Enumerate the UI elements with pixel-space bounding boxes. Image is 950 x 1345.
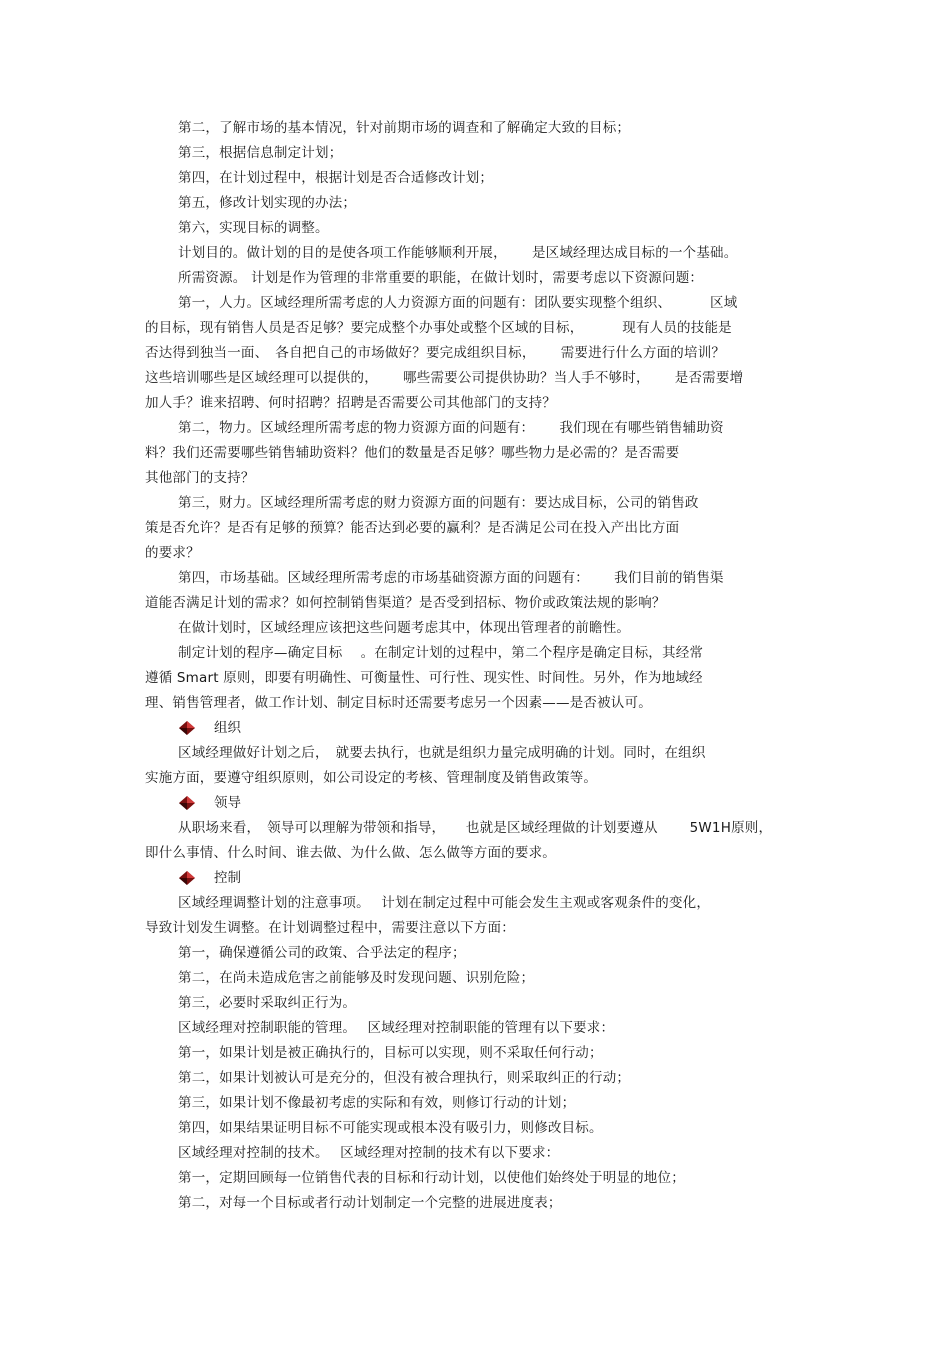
paragraph-line: 的目标，现有销售人员是否足够？要完成整个办事处或整个区域的目标， 现有人员的技能是 bbox=[145, 320, 732, 336]
paragraph-line: 这些培训哪些是区域经理可以提供的， 哪些需要公司提供协助？当人手不够时， 是否需要增 bbox=[145, 370, 744, 386]
paragraph-line: 第三，财力。区域经理所需考虑的财力资源方面的问题有：要达成目标，公司的销售政 bbox=[178, 495, 699, 511]
paragraph-line: 即什么事情、什么时间、谁去做、为什么做、怎么做等方面的要求。 bbox=[145, 845, 556, 861]
paragraph-line: 第六，实现目标的调整。 bbox=[178, 220, 329, 236]
paragraph-line: 第一，确保遵循公司的政策、合乎法定的程序； bbox=[178, 945, 466, 961]
paragraph-line: 的要求？ bbox=[145, 545, 200, 561]
paragraph-line: 导致计划发生调整。在计划调整过程中，需要注意以下方面： bbox=[145, 920, 515, 936]
paragraph-line: 第二，了解市场的基本情况，针对前期市场的调查和了解确定大致的目标； bbox=[178, 120, 631, 136]
paragraph-line: 区域经理做好计划之后， 就要去执行，也就是组织力量完成明确的计划。同时，在组织 bbox=[178, 745, 706, 761]
paragraph-line: 第三，必要时采取纠正行为。 bbox=[178, 995, 357, 1011]
paragraph-line: 实施方面，要遵守组织原则，如公司设定的考核、管理制度及销售政策等。 bbox=[145, 770, 598, 786]
paragraph-line: 第四，市场基础。区域经理所需考虑的市场基础资源方面的问题有： 我们目前的销售渠 bbox=[178, 570, 724, 586]
paragraph-line: 遵循 Smart 原则，即要有明确性、可衡量性、可行性、现实性、时间性。另外，作为地域经 bbox=[145, 670, 703, 686]
paragraph-line: 第一，定期回顾每一位销售代表的目标和行动计划，以使他们始终处于明显的地位； bbox=[178, 1170, 685, 1186]
paragraph-line: 第一，如果计划是被正确执行的，目标可以实现，则不采取任何行动； bbox=[178, 1045, 603, 1061]
paragraph-line: 从职场来看， 领导可以理解为带领和指导， 也就是区域经理做的计划要遵从 5W1H原则， bbox=[178, 820, 773, 836]
paragraph-line: 第二，对每一个目标或者行动计划制定一个完整的进展进度表； bbox=[178, 1195, 562, 1211]
paragraph-line: 在做计划时，区域经理应该把这些问题考虑其中，体现出管理者的前瞻性。 bbox=[178, 620, 631, 636]
paragraph-line: 否达得到独当一面、 各自把自己的市场做好？要完成组织目标， 需要进行什么方面的培训？ bbox=[145, 345, 726, 361]
paragraph-line: 区域经理对控制的技术。 区域经理对控制的技术有以下要求： bbox=[178, 1145, 560, 1161]
paragraph-line: 区域经理对控制职能的管理。 区域经理对控制职能的管理有以下要求： bbox=[178, 1020, 615, 1036]
paragraph-line: 区域经理调整计划的注意事项。 计划在制定过程中可能会发生主观或客观条件的变化， bbox=[178, 895, 711, 911]
paragraph-line: 料？我们还需要哪些销售辅助资料？他们的数量是否足够？哪些物力是必需的？是否需要 bbox=[145, 445, 680, 461]
paragraph-line: 加人手？谁来招聘、何时招聘？招聘是否需要公司其他部门的支持？ bbox=[145, 395, 556, 411]
paragraph-line: 制定计划的程序—确定目标 。在制定计划的过程中，第二个程序是确定目标，其经常 bbox=[178, 645, 704, 661]
paragraph-line: 第二，如果计划被认可是充分的，但没有被合理执行，则采取纠正的行动； bbox=[178, 1070, 631, 1086]
paragraph-line: 第五，修改计划实现的办法； bbox=[178, 195, 357, 211]
paragraph-line: 其他部门的支持？ bbox=[145, 470, 255, 486]
diamond-bullet-icon bbox=[178, 720, 196, 736]
paragraph-line: 第一，人力。区域经理所需考虑的人力资源方面的问题有：团队要实现整个组织、 区域 bbox=[178, 295, 738, 311]
diamond-bullet-icon bbox=[178, 870, 196, 886]
paragraph-line: 理、销售管理者，做工作计划、制定目标时还需要考虑另一个因素——是否被认可。 bbox=[145, 695, 652, 711]
paragraph-line: 第四，在计划过程中，根据计划是否合适修改计划； bbox=[178, 170, 494, 186]
paragraph-line: 策是否允许？是否有足够的预算？能否达到必要的赢利？是否满足公司在投入产出比方面 bbox=[145, 520, 680, 536]
section-title: 组织 bbox=[214, 720, 241, 736]
paragraph-line: 第二，在尚未造成危害之前能够及时发现问题、识别危险； bbox=[178, 970, 535, 986]
paragraph-line: 道能否满足计划的需求？如何控制销售渠道？是否受到招标、物价或政策法规的影响？ bbox=[145, 595, 666, 611]
paragraph-line: 第三，如果计划不像最初考虑的实际和有效，则修订行动的计划； bbox=[178, 1095, 576, 1111]
section-title: 控制 bbox=[214, 870, 241, 886]
paragraph-line: 第四，如果结果证明目标不可能实现或根本没有吸引力，则修改目标。 bbox=[178, 1120, 603, 1136]
paragraph-line: 所需资源。 计划是作为管理的非常重要的职能，在做计划时，需要考虑以下资源问题： bbox=[178, 270, 704, 286]
paragraph-line: 第三，根据信息制定计划； bbox=[178, 145, 343, 161]
paragraph-line: 计划目的。做计划的目的是使各项工作能够顺利开展， 是区域经理达成目标的一个基础。 bbox=[178, 245, 738, 261]
section-title: 领导 bbox=[214, 795, 241, 811]
diamond-bullet-icon bbox=[178, 795, 196, 811]
paragraph-line: 第二，物力。区域经理所需考虑的物力资源方面的问题有： 我们现在有哪些销售辅助资 bbox=[178, 420, 724, 436]
